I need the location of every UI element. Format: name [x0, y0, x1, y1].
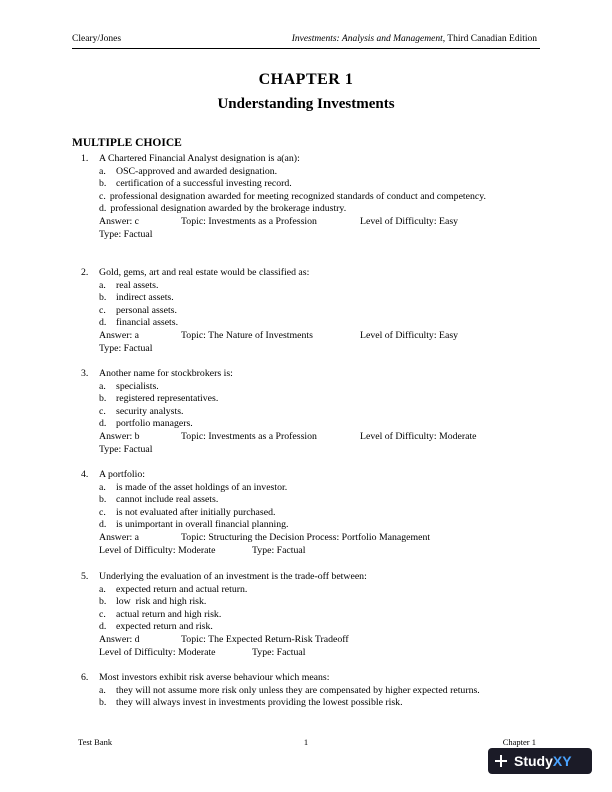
option-a: a. OSC-approved and awarded designation.	[99, 165, 278, 177]
footer-right: Chapter 1	[502, 737, 536, 747]
topic: Topic: The Nature of Investments	[181, 329, 313, 341]
answer-line	[99, 216, 540, 229]
option-a: a. is made of the asset holdings of an investor.	[99, 481, 288, 493]
option-b: b. certification of a successful investing record.	[99, 178, 292, 190]
option-a: a. real assets.	[99, 279, 159, 291]
option-d: d. professional designation awarded by the brokerage industry.	[99, 203, 347, 215]
option-c: c. personal assets.	[99, 304, 177, 316]
chapter-number: CHAPTER 1	[258, 71, 354, 88]
question-4	[72, 469, 540, 557]
question-number: 3.	[81, 368, 89, 379]
type: Type: Factual	[99, 342, 153, 354]
option-d: d. portfolio managers.	[99, 418, 193, 430]
question-stem: A portfolio:	[99, 469, 145, 480]
option-b: b. cannot include real assets.	[99, 494, 219, 506]
page-header	[72, 34, 540, 48]
answer-line	[99, 532, 540, 545]
answer: Answer: c	[99, 215, 139, 227]
question-stem: Most investors exhibit risk averse behaviour which means:	[99, 672, 330, 683]
type: Type: Factual	[99, 228, 153, 240]
badge-accent: XY	[552, 753, 572, 769]
option-c: c. security analysts.	[99, 405, 184, 417]
type-line	[99, 229, 540, 242]
type-line	[99, 343, 540, 356]
question-stem: A Chartered Financial Analyst designation is a(an):	[99, 153, 300, 164]
answer: Answer: b	[99, 430, 140, 442]
type: Type: Factual	[252, 646, 306, 658]
option-b: b. registered representatives.	[99, 393, 219, 405]
answer: Answer: d	[99, 633, 140, 645]
type-line	[99, 444, 540, 457]
plus-icon	[488, 748, 514, 774]
section-heading: MULTIPLE CHOICE	[72, 137, 182, 149]
option-c: c. professional designation awarded for meeting recognized standards of conduct and competency.	[99, 190, 486, 202]
question-number: 5.	[81, 571, 89, 582]
page-number: 1	[303, 737, 309, 747]
option-b: b. indirect assets.	[99, 292, 174, 304]
question-stem: Underlying the evaluation of an investment is the trade-off between:	[99, 571, 367, 582]
question-2	[72, 267, 540, 355]
answer: Answer: a	[99, 329, 139, 341]
option-b: b. low risk and high risk.	[99, 596, 207, 608]
footer-left: Test Bank	[78, 737, 113, 747]
badge-word: Study	[514, 753, 553, 769]
topic: Topic: Structuring the Decision Process: Portfolio Management	[181, 531, 431, 543]
header-edition: , Third Canadian Edition	[442, 34, 537, 44]
studyxy-badge[interactable]	[488, 748, 592, 774]
header-authors: Cleary/Jones	[72, 34, 122, 44]
option-a: a. they will not assume more risk only unless they are compensated by higher expected returns.	[99, 684, 480, 696]
option-a: a. expected return and actual return.	[99, 583, 248, 595]
question-number: 6.	[81, 672, 89, 683]
option-d: d. expected return and risk.	[99, 621, 213, 633]
difficulty: Level of Difficulty: Easy	[360, 215, 459, 227]
difficulty: Level of Difficulty: Moderate	[99, 646, 216, 658]
question-3	[72, 368, 540, 456]
header-book-title: Investments: Analysis and Management	[291, 34, 443, 44]
option-c: c. actual return and high risk.	[99, 608, 222, 620]
question-number: 4.	[81, 469, 89, 480]
question-5	[72, 571, 540, 659]
answer-line	[99, 634, 540, 647]
answer: Answer: a	[99, 531, 139, 543]
difficulty: Level of Difficulty: Moderate	[99, 544, 216, 556]
difficulty-line	[99, 545, 540, 558]
answer-line	[99, 431, 540, 444]
topic: Topic: The Expected Return-Risk Tradeoff	[181, 633, 349, 645]
question-stem: Gold, gems, art and real estate would be classified as:	[99, 267, 310, 278]
question-6	[72, 672, 540, 710]
difficulty: Level of Difficulty: Easy	[360, 329, 459, 341]
question-stem: Another name for stockbrokers is:	[99, 368, 233, 379]
option-a: a. specialists.	[99, 380, 159, 392]
difficulty: Level of Difficulty: Moderate	[360, 430, 477, 442]
type: Type: Factual	[252, 544, 306, 556]
difficulty-line	[99, 647, 540, 660]
header-book	[292, 34, 537, 44]
type: Type: Factual	[99, 443, 153, 455]
question-number: 2.	[81, 267, 89, 278]
topic: Topic: Investments as a Profession	[181, 430, 317, 442]
topic: Topic: Investments as a Profession	[181, 215, 317, 227]
option-c: c. is not evaluated after initially purchased.	[99, 506, 276, 518]
option-d: d. is unimportant in overall financial planning.	[99, 519, 289, 531]
answer-line	[99, 330, 540, 343]
chapter-title: Understanding Investments	[217, 96, 395, 112]
question-1	[72, 153, 540, 241]
question-number: 1.	[81, 153, 89, 164]
header-rule	[72, 48, 540, 49]
option-d: d. financial assets.	[99, 317, 179, 329]
option-b: b. they will always invest in investments providing the lowest possible risk.	[99, 697, 403, 709]
